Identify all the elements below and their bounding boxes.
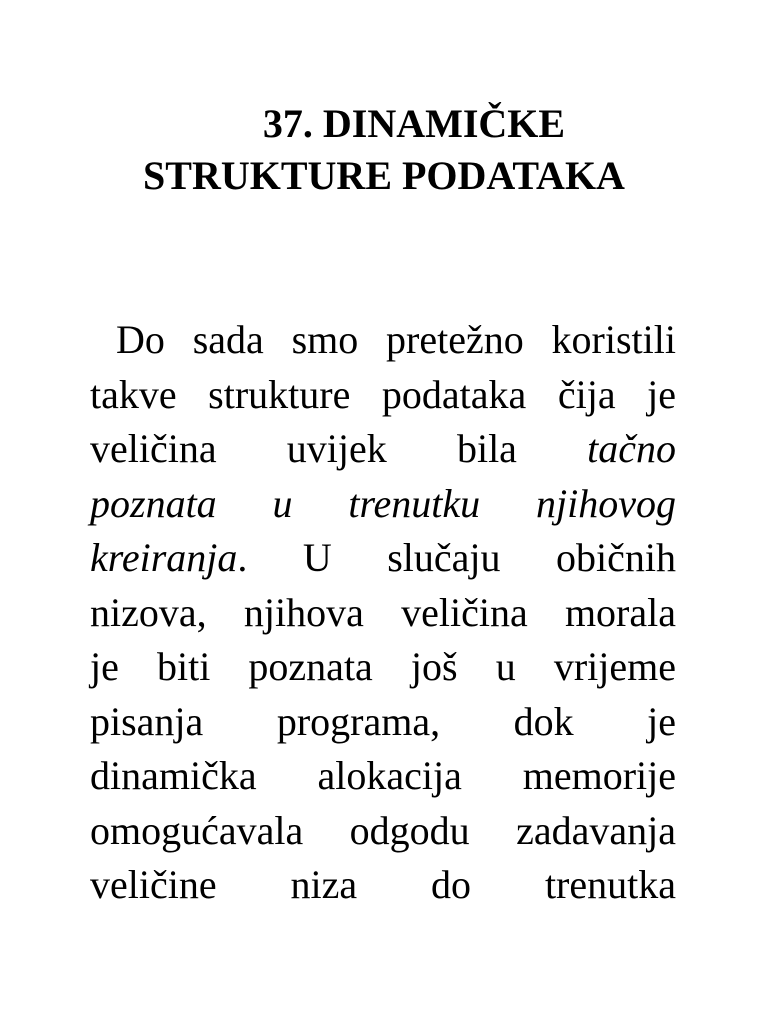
text-line: [90, 422, 676, 477]
body-paragraph: [90, 313, 676, 913]
text-line: nizova, njihova veličina morala: [90, 589, 676, 635]
text-line: omogućavala odgodu zadavanja: [90, 807, 676, 853]
text-line: veličine niza do trenutka: [90, 862, 676, 907]
text-line: [90, 531, 676, 586]
text-line: Do sada smo pretežno koristili: [116, 317, 676, 362]
text-run: veličina uvijek bila: [90, 426, 588, 471]
text-line: pisanja programa, dok je: [90, 698, 676, 744]
text-line: je biti poznata još u vrijeme: [90, 644, 676, 689]
text-line: dinamička alokacija memorije: [90, 753, 676, 798]
italic-text-line: poznata u trenutku njihovog: [90, 480, 676, 526]
italic-text-run: tačno: [587, 426, 676, 471]
italic-text-run: kreiranja: [90, 535, 238, 580]
text-run: . U slučaju običnih: [237, 535, 676, 580]
chapter-title-line-2: STRUKTURE PODATAKA: [143, 153, 625, 198]
chapter-title-line-1: 37. DINAMIČKE: [262, 101, 566, 146]
text-line: takve strukture podataka čija je: [90, 371, 676, 417]
